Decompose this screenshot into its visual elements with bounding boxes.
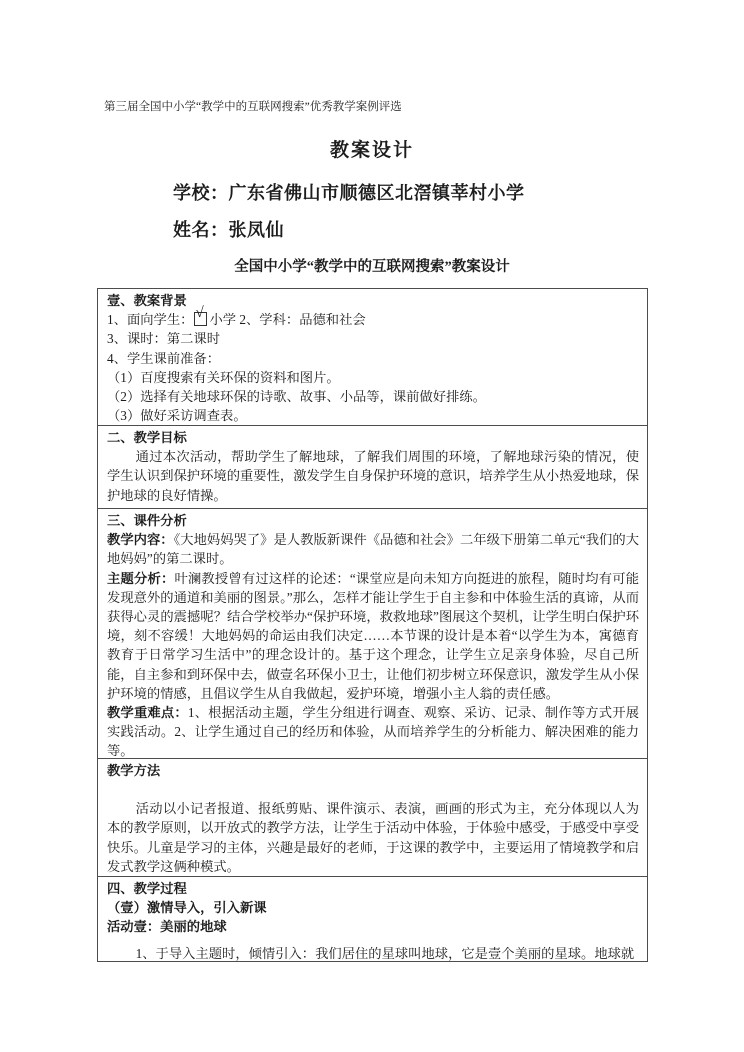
student-audience-line (107, 305, 639, 329)
teacher-name-line: 姓名：张凤仙 (173, 220, 284, 240)
objectives-heading: 二、教学目标 (107, 430, 187, 445)
prep-item: （2）选择有关地球环保的诗歌、故事、小品等，课前做好排练。 (107, 389, 486, 405)
objectives-body: 通过本次活动，帮助学生了解地球，了解我们周围的环境，了解地球污染的情况，使学生认识到保护环境的重要性，激发学生自身保护环境的意识，培养学生从小热爱地球，保护地球的良好情操。 (107, 449, 639, 503)
keypoints-label: 教学重难点： (107, 705, 188, 721)
lesson-plan-table (97, 288, 648, 962)
checkmark-icon: √ (195, 305, 204, 322)
theme-analysis-paragraph (107, 569, 639, 703)
theme-analysis-label: 主题分析： (107, 570, 175, 586)
process-activity1: 活动壹：美丽的地球 (107, 919, 227, 935)
section-courseware-analysis (98, 508, 647, 758)
process-body: 1、于导入主题时，倾情引入：我们居住的星球叫地球，它是壹个美丽的星球。地球就 (135, 945, 635, 961)
section-background (98, 289, 647, 425)
section-teaching-process (98, 876, 647, 961)
methods-heading: 教学方法 (107, 763, 161, 778)
keypoints-paragraph (107, 703, 639, 758)
checkbox-primary-school (194, 305, 207, 326)
teaching-content-paragraph (107, 530, 639, 568)
prep-item: （1）百度搜索有关环保的资料和图片。 (107, 369, 340, 385)
process-step1: （壹）激情导入，引入新课 (107, 900, 267, 916)
section-objectives (98, 425, 647, 508)
teaching-content-text: 《大地妈妈哭了》是人教版新课件《品德和社会》二年级下册第二单元“我们的大地妈妈”的第二课时。 (107, 532, 639, 567)
courseware-heading: 三、课件分析 (107, 513, 187, 528)
section-teaching-methods (98, 758, 647, 876)
background-heading: 壹、教案背景 (107, 293, 187, 308)
table-title: 全国中小学“教学中的互联网搜索”教案设计 (234, 259, 510, 275)
student-prefix: 1、面向学生： (107, 312, 194, 328)
school-line: 学校：广东省佛山市顺德区北滘镇莘村小学 (173, 183, 525, 203)
keypoints-text: 1、根据活动主题，学生分组进行调查、观察、采访、记录、制作等方式开展实践活动。2、让学生通过自己的经历和体验，从而培养学生的分析能力、解决困难的能力等。 (107, 705, 639, 758)
student-suffix: 小学 2、学科：品德和社会 (209, 312, 366, 328)
teaching-content-label: 教学内容： (107, 532, 174, 548)
theme-analysis-text: 叶澜教授曾有过这样的论述：“课堂应是向未知方向挺进的旅程，随时均有可能发现意外的通道和美丽的图景。”那么，怎样才能让学生于自主参和中体验生活的真谛，从而获得心灵的震撼呢？结合学校举办“保护环境，救救地球”图展这个契机，让学生明白保护环境，刻不容缓！大地妈妈的命运由我们决定……本节课的设计是本着“以学生为本，寓德育教育于日常学习生活中”的理念设计的。基于这个理念，让学生立足亲身体验，尽自己所能，自主参和到环保中去，做壹名环保小卫士，让他们初步树立环保意识，激发学生从小保护环境的情感，且倡议学生从自我做起，爱护环境，增强小主人翁的责任感。 (107, 570, 639, 701)
prep-item: （3）做好采访调查表。 (107, 408, 247, 424)
doc-title: 教案设计 (329, 140, 414, 161)
prep-title: 4、学生课前准备： (107, 350, 221, 366)
process-heading: 四、教学过程 (107, 881, 187, 896)
methods-body: 活动以小记者报道、报纸剪贴、课件演示、表演，画画的形式为主，充分体现以人为本的教学原则，以开放式的教学方法，让学生于活动中体验，于体验中感受，于感受中享受快乐。儿童是学习的主体，兴趣是最好的老师，于这课的教学中，主要运用了情境教学和启发式教学这俩种模式。 (107, 801, 639, 874)
period-line: 3、课时：第二课时 (107, 331, 221, 347)
contest-header: 第三届全国中小学“教学中的互联网搜索”优秀教学案例评选 (104, 101, 402, 113)
